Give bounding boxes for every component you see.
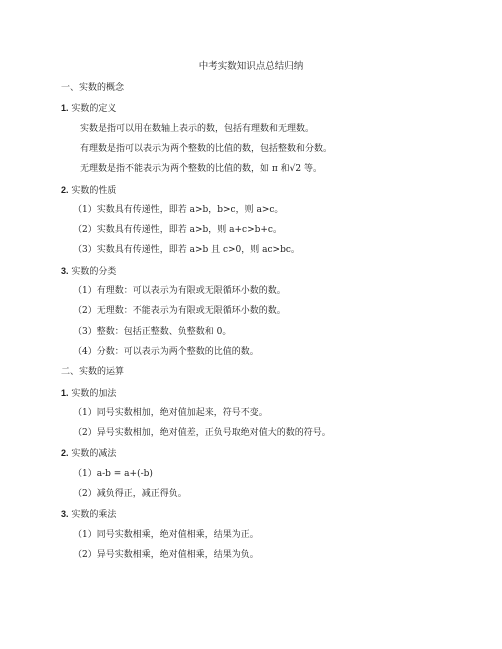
list-item: [73, 203, 283, 217]
line-text: 无理数是指不能表示为两个整数的比值的数，如 π 和√2 等。: [80, 164, 322, 175]
list-item: [73, 284, 286, 298]
section-heading: [61, 365, 124, 379]
list-item: [73, 223, 282, 237]
line-text: （3）实数具有传递性，即若 a>b 且 c>0，则 ac>bc。: [73, 245, 300, 256]
subsection-number: 3.: [61, 509, 69, 520]
line-text: 实数的性质: [68, 185, 117, 196]
subsection-heading: [61, 386, 116, 401]
subsection-heading: [61, 507, 116, 522]
line-text: （2）减负得正，减正得负。: [73, 489, 187, 499]
line-text: （4）分数：可以表示为两个整数的比值的数。: [73, 346, 259, 357]
line-text: （2）实数具有传递性，即若 a>b，则 a+c>b+c。: [73, 225, 282, 236]
list-item: [73, 548, 259, 562]
line-text: （2）无理数：不能表示为有限或无限循环小数的数。: [73, 306, 286, 317]
paragraph: [80, 162, 322, 176]
line-text: （1）a-b = a+(-b): [73, 468, 153, 479]
line-text: 有理数是指可以表示为两个整数的比值的数，包括整数和分数。: [80, 143, 333, 154]
line-text: 实数的分类: [68, 266, 117, 277]
list-item: [73, 426, 331, 440]
list-item: [73, 243, 300, 257]
line-text: 实数的乘法: [68, 510, 117, 521]
subsection-heading: [61, 446, 116, 461]
document-title: 中考实数知识点总结归纳: [198, 61, 304, 72]
line-text: 实数是指可以用在数轴上表示的数，包括有理数和无理数。: [80, 123, 315, 134]
section-heading: [61, 81, 124, 95]
list-item: [73, 406, 268, 420]
list-item: [73, 467, 153, 481]
list-item: [73, 345, 259, 359]
line-text: （1）有理数：可以表示为有限或无限循环小数的数。: [73, 286, 286, 296]
list-item: [73, 487, 187, 501]
line-text: （1）实数具有传递性，即若 a>b，b>c，则 a>c。: [73, 204, 284, 215]
list-item: [73, 304, 286, 318]
list-item: [73, 325, 231, 339]
subsection-number: 1.: [61, 103, 69, 114]
line-text: 实数的定义: [68, 104, 117, 115]
line-text: （2）异号实数相乘，绝对值相乘，结果为负。: [73, 549, 259, 560]
line-text: 实数的加法: [68, 388, 117, 399]
paragraph: [80, 122, 314, 136]
subsection-number: 2.: [61, 184, 69, 195]
list-item: [73, 528, 259, 542]
line-text: （3）整数：包括正整数、负整数和 0。: [73, 326, 232, 337]
paragraph: [80, 142, 332, 156]
subsection-number: 1.: [61, 387, 69, 398]
subsection-number: 3.: [61, 265, 69, 276]
subsection-heading: [61, 183, 116, 198]
subsection-heading: [61, 264, 116, 279]
line-text: 一、实数的概念: [61, 83, 125, 93]
subsection-heading: [61, 101, 116, 116]
line-text: （1）同号实数相加，绝对值加起来，符号不变。: [73, 407, 268, 418]
line-text: （2）异号实数相加，绝对值差，正负号取绝对值大的数的符号。: [73, 428, 331, 439]
line-text: 实数的减法: [68, 449, 117, 460]
line-text: （1）同号实数相乘，绝对值相乘，结果为正。: [73, 529, 259, 540]
line-text: 二、实数的运算: [61, 367, 125, 378]
subsection-number: 2.: [61, 448, 69, 459]
